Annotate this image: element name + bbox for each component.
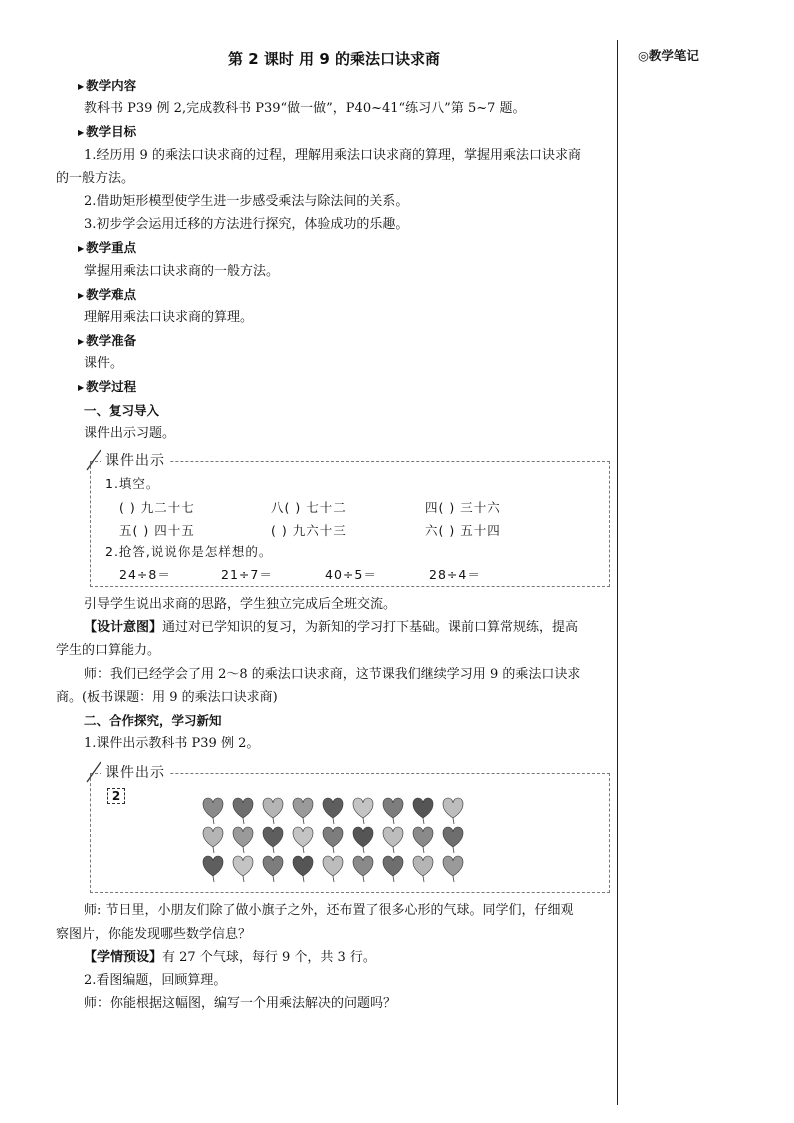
heart-balloon-icon [233, 827, 253, 853]
courseware-box-2 [90, 765, 610, 893]
teacher-speech-3: 师：你能根据这幅图，编写一个用乘法解决的问题吗？ [84, 996, 397, 1012]
notes-column-title: ◎教学笔记 [638, 48, 699, 63]
courseware-label: 课件出示 [101, 762, 169, 782]
difficulty-text: 理解用乘法口诀求商的算理。 [84, 309, 254, 325]
heart-balloon-icon [383, 856, 403, 882]
heading-goals: ▶ 教学目标 [78, 124, 137, 140]
notes-column-divider [617, 40, 618, 1105]
fill-item: 五( ) 四十五 [119, 523, 195, 538]
heading-difficulty: ▶ 教学难点 [78, 286, 137, 302]
part-2-heading: 二、合作探究，学习新知 [84, 712, 222, 728]
teacher-speech-2-cont: 察图片，你能发现哪些数学信息？ [56, 926, 252, 942]
heart-balloon-icon [203, 798, 223, 824]
fill-item: ( ) 九六十三 [271, 523, 347, 538]
triangle-icon: ▶ [78, 244, 85, 254]
triangle-icon: ▶ [78, 82, 85, 91]
fill-item: ( ) 九二十七 [119, 500, 195, 515]
courseware-box-1 [90, 453, 610, 587]
heart-balloon-icon [263, 798, 283, 824]
triangle-icon: ▶ [78, 383, 85, 393]
heart-balloon-icon [413, 798, 433, 824]
courseware-label: 课件出示 [101, 450, 169, 470]
heading-key-point: ▶ 教学重点 [78, 240, 137, 256]
part-1-text: 课件出示习题。 [84, 425, 176, 441]
fill-item: 八( ) 七十二 [271, 500, 347, 515]
heading-content: ▶ 教学内容 [78, 78, 137, 93]
triangle-icon: ▶ [78, 337, 85, 347]
goal-1: 1.经历用 9 的乘法口诀求商的过程，理解用乘法口诀求商的算理，掌握用乘法口诀求商 [84, 147, 581, 163]
question-1: 1.填空。 [105, 476, 160, 491]
goal-1-cont: 的一般方法。 [56, 170, 135, 186]
calc-item: 40÷5＝ [325, 567, 377, 582]
prediction-tag: 【学情预设】 [84, 949, 163, 965]
step-2: 2.看图编题，回顾算理。 [84, 972, 227, 988]
heart-balloon-icon [413, 856, 433, 882]
heart-balloon-icon [353, 827, 373, 853]
heart-balloon-icon [263, 856, 283, 882]
heart-balloon-icon [203, 827, 223, 853]
heart-balloon-icon [353, 856, 373, 882]
heart-balloons-figure [201, 796, 481, 886]
prediction: 【学情预设】有 27 个气球，每行 9 个，共 3 行。 [84, 949, 376, 965]
heart-balloon-icon [353, 798, 373, 824]
design-intent: 【设计意图】通过对已学知识的复习，为新知的学习打下基础。课前口算常规练，提高 [84, 620, 579, 636]
heading-preparation: ▶ 教学准备 [78, 333, 137, 349]
example-number: 2 [107, 788, 125, 804]
heart-balloon-icon [323, 856, 343, 882]
heading-process: ▶ 教学过程 [78, 379, 137, 395]
design-intent-tag: 【设计意图】 [84, 620, 163, 636]
heart-balloon-icon [443, 827, 463, 853]
heart-balloon-icon [413, 827, 433, 853]
heart-balloon-icon [293, 856, 313, 882]
fill-item: 四( ) 三十六 [425, 500, 501, 515]
heart-balloon-icon [443, 856, 463, 882]
heart-balloon-icon [443, 798, 463, 824]
calc-item: 28÷4＝ [429, 567, 481, 582]
heart-balloon-icon [323, 798, 343, 824]
calc-item: 21÷7＝ [221, 567, 273, 582]
teacher-speech-2: 师: 节日里，小朋友们除了做小旗子之外，还布置了很多心形的气球。同学们，仔细观 [84, 903, 574, 919]
key-point-text: 掌握用乘法口诀求商的一般方法。 [84, 263, 280, 279]
heart-balloon-icon [233, 798, 253, 824]
teacher-speech-1: 师：我们已经学会了用 2～8 的乘法口诀求商，这节课我们继续学习用 9 的乘法口诀求 [84, 666, 581, 682]
step-1: 1.课件出示教科书 P39 例 2。 [84, 736, 260, 752]
heart-balloon-icon [263, 827, 283, 853]
goal-2: 2.借助矩形模型使学生进一步感受乘法与除法间的关系。 [84, 193, 409, 209]
part-1-heading: 一、复习导入 [84, 402, 160, 418]
heart-balloon-icon [293, 827, 313, 853]
teacher-speech-1-cont: 商。(板书课题：用 9 的乘法口诀求商) [56, 689, 278, 705]
heart-balloon-icon [233, 856, 253, 882]
guide-text: 引导学生说出求商的思路，学生独立完成后全班交流。 [84, 597, 397, 612]
page-title: 第 2 课时 用 9 的乘法口诀求商 [228, 50, 440, 68]
heart-balloon-icon [293, 798, 313, 824]
heart-balloon-icon [203, 856, 223, 882]
lesson-body [56, 44, 612, 1015]
design-intent-cont: 学生的口算能力。 [56, 643, 161, 659]
preparation-text: 课件。 [84, 356, 124, 372]
fill-item: 六( ) 五十四 [425, 523, 501, 538]
heart-balloon-icon [323, 827, 343, 853]
content-text: 教科书 P39 例 2,完成教科书 P39“做一做”，P40~41“练习八”第 5~7 题。 [84, 101, 526, 117]
triangle-icon: ▶ [78, 290, 85, 300]
goal-3: 3.初步学会运用迁移的方法进行探究，体验成功的乐趣。 [84, 217, 409, 233]
heart-balloon-icon [383, 798, 403, 824]
calc-item: 24÷8＝ [119, 567, 171, 582]
heart-balloon-icon [383, 827, 403, 853]
question-2: 2.抢答,说说你是怎样想的。 [105, 544, 273, 559]
triangle-icon: ▶ [78, 128, 85, 138]
